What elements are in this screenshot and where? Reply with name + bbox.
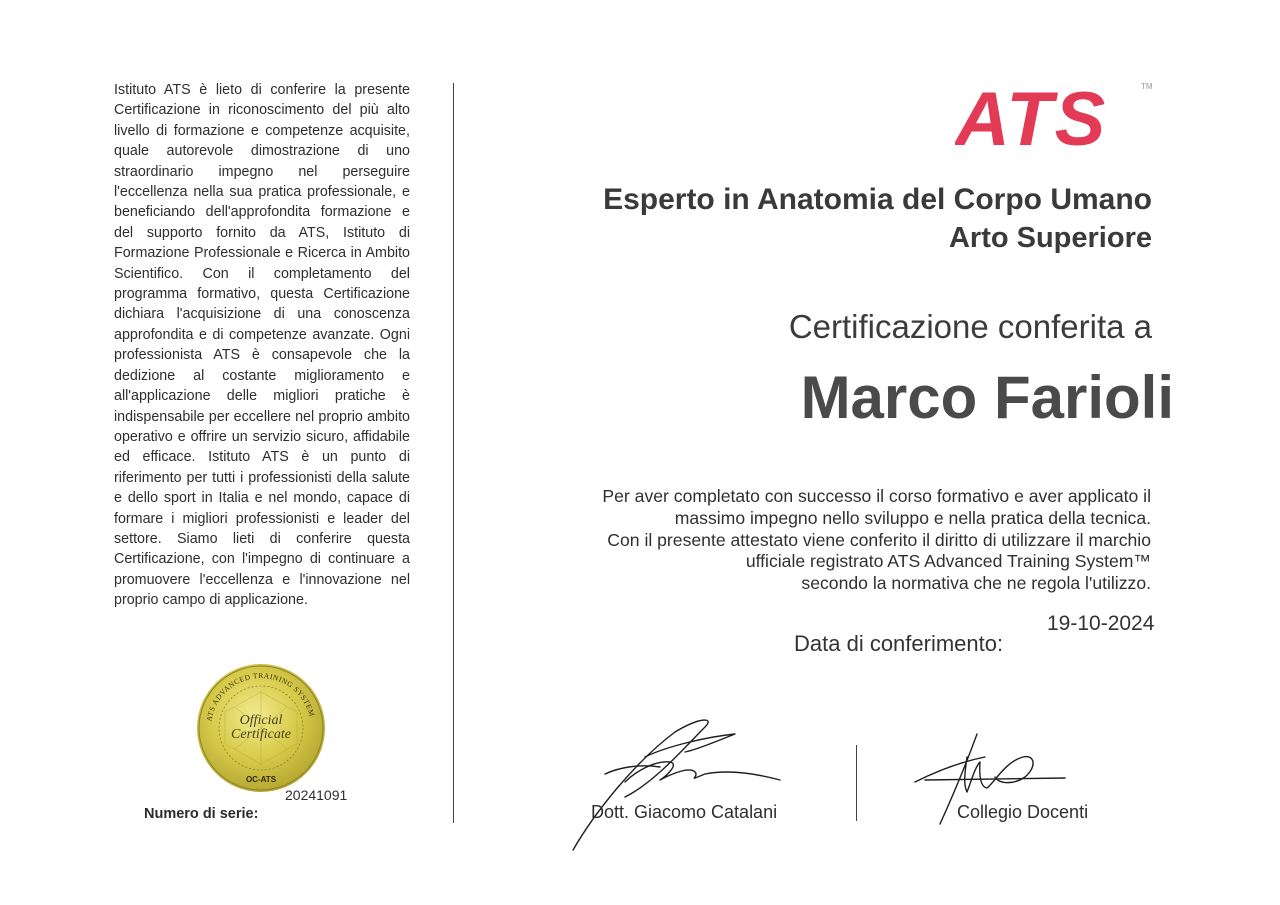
seal-line-1: Official — [239, 713, 283, 728]
seal-line-2: Certificate — [231, 727, 291, 742]
certificate-subtitle: Arto Superiore — [948, 222, 1152, 254]
issuer-statement: Istituto ATS è lieto di conferire la presente Certificazione in riconoscimento del più alto livello di formazione e competenze acquisite, quale autorevole dimostrazione di uno straordinario impegno nel perseguire l'eccellenza nella sua pratica professionale, e beneficiando dell'approfondita formazione e del supporto fornito da ATS, Istituto di Formazione Professionale e Ricerca in Ambito Scientifico. Con il completamento del programma formativo, questa Certificazione dichiara l'acquisizione di una conoscenza approfondita e di competenze avanzate. Ogni professionista ATS è consapevole che la dedizione al costante miglioramento e all'applicazione delle migliori pratiche è indispensabile per eccellere nel proprio ambito operativo e offrire un servizio sicuro, affidabile ed efficace. Istituto ATS è un punto di riferimento per tutti i professionisti della salute e dello sport in Italia e nel mondo, capace di formare i migliori professionisti e leader del settore. Siamo lieti di conferire questa Certificazione, con l'impegno di continuare a promuovere l'eccellenza e l'innovazione nel proprio campo di applicazione. — [114, 82, 410, 609]
body-line: Con il presente attestato viene conferito il diritto di utilizzare il marchio — [607, 529, 1151, 550]
serial-number: 20241091 — [285, 787, 348, 803]
conferred-to-label: Certificazione conferita a — [788, 308, 1152, 345]
date-label: Data di conferimento: — [794, 631, 1004, 656]
serial-label: Numero di serie: — [144, 806, 259, 822]
certificate-title: Esperto in Anatomia del Corpo Umano — [603, 183, 1152, 216]
logo-text: ATS — [955, 77, 1108, 160]
date-value: 19-10-2024 — [1047, 612, 1155, 635]
body-line: secondo la normativa che ne regola l'utilizzo. — [801, 573, 1151, 594]
seal-ring-text: ATS ADVANCED TRAINING SYSTEM — [204, 670, 317, 723]
official-certificate-seal-icon — [195, 662, 327, 794]
vertical-divider-right — [856, 745, 857, 821]
logo-trademark: TM — [1141, 82, 1153, 91]
body-line: massimo impegno nello sviluppo e nella pratica della tecnica. — [674, 507, 1151, 528]
signature-catalani-icon — [565, 712, 790, 857]
seal-bottom-text: OC-ATS — [245, 775, 277, 784]
body-line: Per aver completato con successo il corso formativo e aver applicato il — [602, 486, 1151, 506]
certificate-body — [531, 486, 1151, 595]
body-line: ufficiale registrato ATS Advanced Training System™ — [745, 551, 1151, 572]
vertical-divider-left — [453, 83, 454, 823]
recipient-name: Marco Farioli — [800, 364, 1174, 431]
signature-name-right: Collegio Docenti — [957, 802, 1089, 822]
ats-logo-icon — [955, 70, 1155, 160]
signature-name-left: Dott. Giacomo Catalani — [591, 802, 778, 822]
